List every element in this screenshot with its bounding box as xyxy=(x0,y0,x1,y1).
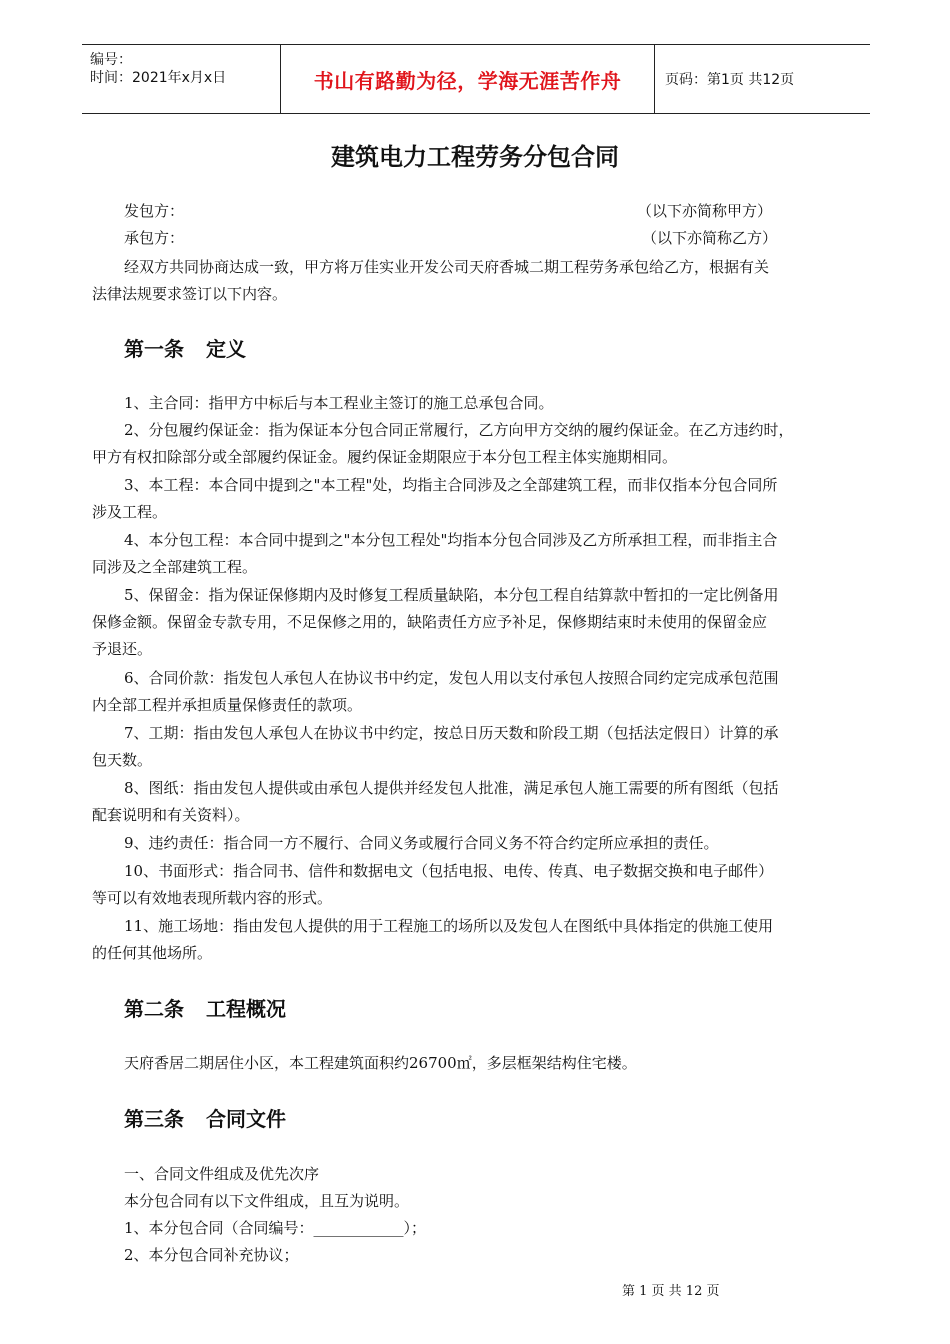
section-title: 工程概况 xyxy=(206,997,286,1021)
document-title: 建筑电力工程劳务分包合同 xyxy=(331,143,619,171)
intro-line-2: 法律法规要求签订以下内容。 xyxy=(92,285,288,303)
section-title: 定义 xyxy=(206,337,246,361)
definition-1: 1、主合同：指甲方中标后与本工程业主签订的施工总承包合同。 xyxy=(124,394,554,412)
section-heading-1 xyxy=(124,333,246,362)
definition-3-cont: 涉及工程。 xyxy=(92,503,168,521)
definition-11: 11、施工场地：指由发包人提供的用于工程施工的场所以及发包人在图纸中具体指定的供施工使用 xyxy=(124,917,774,935)
definition-6-cont: 内全部工程并承担质量保修责任的款项。 xyxy=(92,696,363,714)
header-page-cell xyxy=(655,45,869,113)
section-number: 第一条 xyxy=(124,337,184,361)
definition-5-cont: 保修金额。保留金专款专用，不足保修之用的，缺陷责任方应予补足，保修期结束时未使用的保留金应 xyxy=(92,613,768,631)
section-number: 第二条 xyxy=(124,997,184,1021)
time-label: 时间：2021年x月x日 xyxy=(90,70,227,86)
header-meta-cell xyxy=(82,45,281,113)
section-number: 第三条 xyxy=(124,1107,184,1131)
definition-5: 5、保留金：指为保证保修期内及时修复工程质量缺陷，本分包工程自结算款中暂扣的一定比例备用 xyxy=(124,586,779,604)
definition-7-cont: 包天数。 xyxy=(92,751,153,769)
documents-item-2: 2、本分包合同补充协议； xyxy=(124,1246,299,1264)
definition-11-cont: 的任何其他场所。 xyxy=(92,944,213,962)
definition-5-cont2: 予退还。 xyxy=(92,640,153,658)
documents-item-1: 1、本分包合同（合同编号：____________）； xyxy=(124,1219,427,1237)
page-info: 页码：第1页 共12页 xyxy=(665,72,795,88)
section-heading-3 xyxy=(124,1103,286,1132)
document-header xyxy=(82,44,870,114)
definition-8-cont: 配套说明和有关资料）。 xyxy=(92,806,250,824)
contractor-note: （以下亦简称乙方） xyxy=(642,229,778,247)
definition-8: 8、图纸：指由发包人提供或由承包人提供并经发包人批准，满足承包人施工需要的所有图纸（包括 xyxy=(124,779,779,797)
page-footer: 第 1 页 共 12 页 xyxy=(622,1284,720,1299)
overview-text: 天府香居二期居住小区，本工程建筑面积约26700㎡，多层框架结构住宅楼。 xyxy=(124,1054,637,1072)
intro-line-1: 经双方共同协商达成一致，甲方将万佳实业开发公司天府香城二期工程劳务承包给乙方，根据有关 xyxy=(124,258,770,276)
motto-text: 书山有路勤为径，学海无涯苦作舟 xyxy=(313,68,622,93)
definition-10: 10、书面形式：指合同书、信件和数据电文（包括电报、电传、传真、电子数据交换和电子邮件） xyxy=(124,862,774,880)
definition-2: 2、分包履约保证金：指为保证本分包合同正常履行，乙方向甲方交纳的履约保证金。在乙方违约时， xyxy=(124,421,794,439)
documents-item-heading: 一、合同文件组成及优先次序 xyxy=(124,1165,320,1183)
contractor-label: 承包方： xyxy=(124,229,185,247)
section-title: 合同文件 xyxy=(206,1107,286,1131)
section-heading-2 xyxy=(124,993,286,1022)
definition-4: 4、本分包工程：本合同中提到之"本分包工程处"均指本分包合同涉及乙方所承担工程，而非指主合 xyxy=(124,531,778,549)
definition-4-cont: 同涉及之全部建筑工程。 xyxy=(92,558,258,576)
definition-6: 6、合同价款：指发包人承包人在协议书中约定，发包人用以支付承包人按照合同约定完成承包范围 xyxy=(124,669,779,687)
definition-9: 9、违约责任：指合同一方不履行、合同义务或履行合同义务不符合约定所应承担的责任。 xyxy=(124,834,719,852)
documents-intro: 本分包合同有以下文件组成，且互为说明。 xyxy=(124,1192,410,1210)
serial-label: 编号： xyxy=(90,52,132,68)
issuer-note: （以下亦简称甲方） xyxy=(637,202,773,220)
issuer-label: 发包方： xyxy=(124,202,185,220)
definition-10-cont: 等可以有效地表现所载内容的形式。 xyxy=(92,889,333,907)
header-motto-cell xyxy=(281,45,655,113)
definition-2-cont: 甲方有权扣除部分或全部履约保证金。履约保证金期限应于本分包工程主体实施期相同。 xyxy=(92,448,678,466)
definition-7: 7、工期：指由发包人承包人在协议书中约定，按总日历天数和阶段工期（包括法定假日）计算的承 xyxy=(124,724,779,742)
definition-3: 3、本工程：本合同中提到之"本工程"处，均指主合同涉及之全部建筑工程，而非仅指本分包合同所 xyxy=(124,476,778,494)
